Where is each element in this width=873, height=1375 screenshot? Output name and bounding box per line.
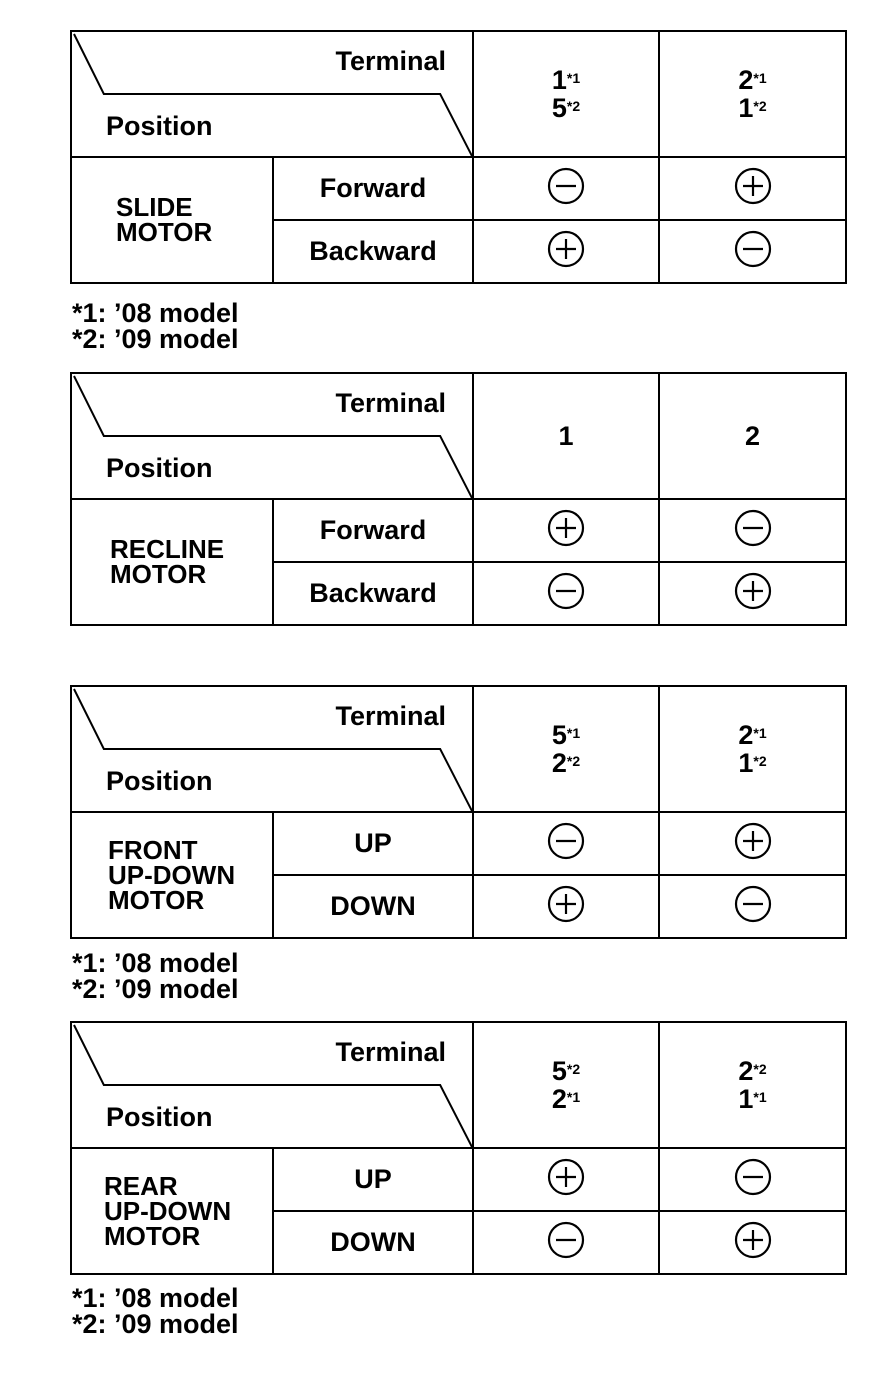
polarity-cell (659, 562, 846, 625)
polarity-cell (659, 499, 846, 562)
front-up-down-motor-table (70, 685, 845, 939)
recline-motor-table (70, 372, 845, 626)
plus-circle-icon (547, 1158, 585, 1196)
direction-label: DOWN (273, 875, 473, 938)
polarity-cell (473, 1148, 659, 1211)
footnote (72, 950, 239, 1002)
minus-circle-icon (734, 885, 772, 923)
footnote-line: *2: ’09 model (72, 974, 239, 1004)
terminal-line: 2$^{*1}$ (551, 1084, 581, 1114)
terminal-col-1 (473, 1022, 659, 1148)
minus-circle-icon (734, 230, 772, 268)
minus-circle-icon (734, 509, 772, 547)
direction-label: DOWN (273, 1211, 473, 1274)
minus-circle-icon (547, 572, 585, 610)
header-cell (72, 687, 472, 811)
polarity-cell (473, 812, 659, 875)
header-cell (72, 32, 472, 156)
terminal-col-2 (659, 31, 846, 157)
polarity-cell (659, 1148, 846, 1211)
footnote (72, 1285, 239, 1337)
minus-circle-icon (734, 1158, 772, 1196)
slide-motor-table (70, 30, 845, 284)
plus-circle-icon (734, 167, 772, 205)
plus-circle-icon (547, 509, 585, 547)
terminal-col-2 (659, 373, 846, 499)
minus-circle-icon (547, 1221, 585, 1259)
polarity-cell (659, 1211, 846, 1274)
terminal-line: 1$^{*2}$ (738, 748, 767, 778)
terminal-label: Terminal (335, 46, 446, 76)
plus-circle-icon (547, 885, 585, 923)
rear-up-down-motor-table (70, 1021, 845, 1275)
polarity-cell (659, 220, 846, 283)
plus-circle-icon (734, 1221, 772, 1259)
footnote-line: *2: ’09 model (72, 324, 239, 354)
footnote-line: *1: ’08 model (72, 1283, 239, 1313)
terminal-line: 2$^{*1}$ (738, 65, 767, 95)
direction-label: UP (273, 1148, 473, 1211)
terminal-line: 5$^{*2}$ (551, 1056, 581, 1086)
plus-circle-icon (734, 572, 772, 610)
terminal-label: Terminal (335, 1037, 446, 1067)
terminal-label: Terminal (335, 388, 446, 418)
motor-label: FRONT UP-DOWN MOTOR (71, 812, 273, 938)
terminal-col-1 (473, 373, 659, 499)
polarity-cell (473, 562, 659, 625)
terminal-col-2 (659, 686, 846, 812)
footnote-line: *1: ’08 model (72, 298, 239, 328)
polarity-cell (473, 1211, 659, 1274)
position-label: Position (106, 1102, 213, 1132)
terminal-line: 5$^{*2}$ (551, 93, 581, 123)
plus-circle-icon (734, 822, 772, 860)
direction-label: Backward (273, 562, 473, 625)
motor-label: REAR UP-DOWN MOTOR (71, 1148, 273, 1274)
position-label: Position (106, 766, 213, 796)
footnote (72, 300, 239, 352)
terminal-line: 2$^{*2}$ (738, 1056, 767, 1086)
terminal-line: 2$^{*2}$ (551, 748, 581, 778)
terminal-col-1 (473, 686, 659, 812)
polarity-cell (659, 157, 846, 220)
terminal-line: 5$^{*1}$ (551, 720, 581, 750)
footnote-line: *1: ’08 model (72, 948, 239, 978)
polarity-cell (473, 499, 659, 562)
polarity-cell (659, 812, 846, 875)
header-cell (72, 1023, 472, 1147)
polarity-cell (473, 875, 659, 938)
terminal-line: 1$^{*2}$ (738, 93, 767, 123)
terminal-line: 1 (558, 421, 574, 451)
terminal-col-1 (473, 31, 659, 157)
polarity-cell (473, 220, 659, 283)
motor-label: RECLINE MOTOR (71, 499, 273, 625)
terminal-line: 2$^{*1}$ (738, 720, 767, 750)
polarity-cell (659, 875, 846, 938)
motor-label: SLIDE MOTOR (71, 157, 273, 283)
header-cell (72, 374, 472, 498)
position-label: Position (106, 453, 213, 483)
plus-circle-icon (547, 230, 585, 268)
terminal-label: Terminal (335, 701, 446, 731)
minus-circle-icon (547, 822, 585, 860)
terminal-col-2 (659, 1022, 846, 1148)
terminal-line: 1$^{*1}$ (738, 1084, 767, 1114)
footnote-line: *2: ’09 model (72, 1309, 239, 1339)
terminal-line: 2 (744, 421, 761, 451)
terminal-line: 1$^{*1}$ (551, 65, 581, 95)
direction-label: UP (273, 812, 473, 875)
minus-circle-icon (547, 167, 585, 205)
direction-label: Forward (273, 499, 473, 562)
direction-label: Backward (273, 220, 473, 283)
position-label: Position (106, 111, 213, 141)
direction-label: Forward (273, 157, 473, 220)
polarity-cell (473, 157, 659, 220)
